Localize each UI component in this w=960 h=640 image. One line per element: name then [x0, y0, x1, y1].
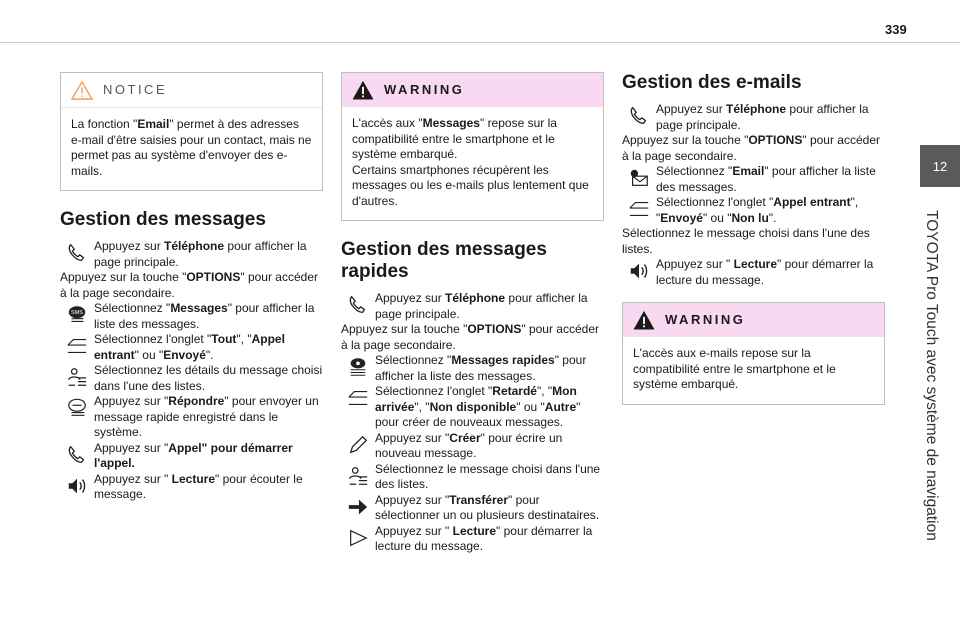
- instruction-step: [341, 462, 604, 493]
- box-paragraph: L'accès aux e-mails repose sur la compatibilité entre le smartphone et le système embarqué.: [633, 346, 836, 391]
- email-icon: [622, 164, 656, 192]
- warning-header: [623, 303, 884, 337]
- instruction-step: [622, 257, 885, 288]
- column-1: [60, 72, 323, 503]
- play-icon: [341, 524, 375, 552]
- warning-body: [623, 337, 884, 404]
- pencil-icon: [341, 431, 375, 459]
- steps-list-quick-messages: [341, 291, 604, 555]
- warning-triangle-icon: [352, 80, 374, 100]
- svg-text:SMS: SMS: [71, 310, 83, 317]
- chapter-tab[interactable]: [920, 145, 960, 187]
- warning-body: [342, 107, 603, 220]
- notice-header: [61, 73, 322, 108]
- header-rule: [0, 42, 960, 43]
- message-detail-icon: [60, 363, 94, 391]
- warning-title: WARNING: [665, 312, 746, 328]
- step-text: Appuyez sur Téléphone pour afficher la page principale.: [94, 239, 307, 269]
- section-heading-messages: Gestion des messages: [60, 209, 266, 230]
- box-paragraph: La fonction "Email" permet à des adresses e-mail d'être saisies pour un contact, mais ne permet pas au système d'envoyer des e-mails.: [71, 117, 312, 178]
- step-text: Appuyez sur " Lecture" pour écouter le message.: [94, 471, 303, 501]
- instruction-step: [622, 195, 885, 226]
- step-text: Appuyez sur " Lecture" pour démarrer la lecture du message.: [375, 523, 593, 553]
- warning-box-emails: [622, 302, 885, 405]
- notice-body: [61, 108, 322, 190]
- instruction-step: [341, 431, 604, 462]
- step-text: Appuyez sur "Appel" pour démarrer l'appel.: [94, 440, 293, 470]
- quick-message-icon: [341, 353, 375, 381]
- instruction-step: [60, 332, 323, 363]
- speaker-icon: [622, 257, 656, 285]
- section-heading-emails: Gestion des e-mails: [622, 72, 802, 93]
- reply-message-icon: [60, 394, 94, 422]
- step-text: Appuyez sur la touche "OPTIONS" pour accéder à la page secondaire.: [60, 270, 318, 300]
- warning-triangle-icon: [71, 80, 93, 100]
- step-text: Sélectionnez "Messages rapides" pour afficher la liste des messages.: [375, 353, 587, 383]
- instruction-step: [60, 394, 323, 441]
- phone-icon: [60, 239, 94, 267]
- instruction-step: [622, 226, 885, 257]
- column-2: [341, 72, 604, 555]
- instruction-step: [60, 301, 323, 332]
- instruction-step: [60, 270, 323, 301]
- tab-icon: [622, 195, 656, 223]
- warning-title: WARNING: [384, 82, 465, 98]
- step-text: Sélectionnez "Messages" pour afficher la liste des messages.: [94, 301, 315, 331]
- instruction-step: [622, 133, 885, 164]
- step-text: Appuyez sur la touche "OPTIONS" pour accéder à la page secondaire.: [341, 322, 599, 352]
- tab-icon: [60, 332, 94, 360]
- instruction-step: [341, 524, 604, 555]
- steps-list-messages: [60, 239, 323, 503]
- step-text: Sélectionnez l'onglet "Retardé", "Mon arrivée", "Non disponible" ou "Autre" pour créer de nouveaux messages.: [375, 384, 581, 429]
- forward-arrow-icon: [341, 493, 375, 521]
- step-text: Appuyez sur " Lecture" pour démarrer la lecture du message.: [656, 257, 874, 287]
- instruction-step: [60, 472, 323, 503]
- step-text: Sélectionnez l'onglet "Tout", "Appel entrant" ou "Envoyé".: [94, 332, 285, 362]
- step-text: Sélectionnez le message choisi dans l'une des listes.: [622, 226, 870, 256]
- instruction-step: [341, 322, 604, 353]
- instruction-step: [622, 164, 885, 195]
- tab-icon: [341, 384, 375, 412]
- chapter-number: 12: [932, 158, 948, 174]
- chapter-title: TOYOTA Pro Touch avec système de navigation: [923, 210, 940, 541]
- instruction-step: [60, 441, 323, 472]
- box-paragraph: Certains smartphones récupèrent les messages ou les e-mails plus lentement que d'autres.: [352, 162, 589, 208]
- instruction-step: [622, 102, 885, 133]
- instruction-step: [341, 353, 604, 384]
- phone-icon: [60, 441, 94, 469]
- steps-list-emails: [622, 102, 885, 288]
- step-text: Sélectionnez le message choisi dans l'une des listes.: [375, 461, 601, 491]
- instruction-step: [341, 291, 604, 322]
- warning-triangle-icon: [633, 310, 655, 330]
- step-text: Appuyez sur "Transférer" pour sélectionner un ou plusieurs destinataires.: [375, 492, 600, 522]
- instruction-step: [60, 363, 323, 394]
- step-text: Appuyez sur "Répondre" pour envoyer un message rapide enregistré dans le système.: [94, 394, 319, 439]
- notice-box: [60, 72, 323, 191]
- box-paragraph: L'accès aux "Messages" repose sur la compatibilité entre le smartphone et le système embarqué.: [352, 116, 557, 161]
- notice-title: NOTICE: [103, 82, 168, 98]
- step-text: Appuyez sur Téléphone pour afficher la page principale.: [375, 291, 588, 321]
- warning-box-messages: [341, 72, 604, 221]
- warning-header: [342, 73, 603, 107]
- step-text: Sélectionnez "Email" pour afficher la liste des messages.: [656, 164, 876, 194]
- instruction-step: [341, 493, 604, 524]
- step-text: Appuyez sur "Créer" pour écrire un nouveau message.: [375, 430, 563, 460]
- column-3: [622, 72, 885, 423]
- page-number: 339: [885, 22, 907, 37]
- step-text: Sélectionnez l'onglet "Appel entrant", "Envoyé" ou "Non lu".: [656, 195, 859, 225]
- sms-message-icon: [60, 301, 94, 329]
- phone-icon: [622, 102, 656, 130]
- step-text: Appuyez sur Téléphone pour afficher la page principale.: [656, 102, 869, 132]
- speaker-icon: [60, 472, 94, 500]
- step-text: Appuyez sur la touche "OPTIONS" pour accéder à la page secondaire.: [622, 133, 880, 163]
- step-text: Sélectionnez les détails du message choisi dans l'une des listes.: [94, 363, 323, 393]
- message-detail-icon: [341, 462, 375, 490]
- section-heading-quick-messages: Gestion des messages rapides: [341, 239, 547, 282]
- instruction-step: [341, 384, 604, 431]
- instruction-step: [60, 239, 323, 270]
- phone-icon: [341, 291, 375, 319]
